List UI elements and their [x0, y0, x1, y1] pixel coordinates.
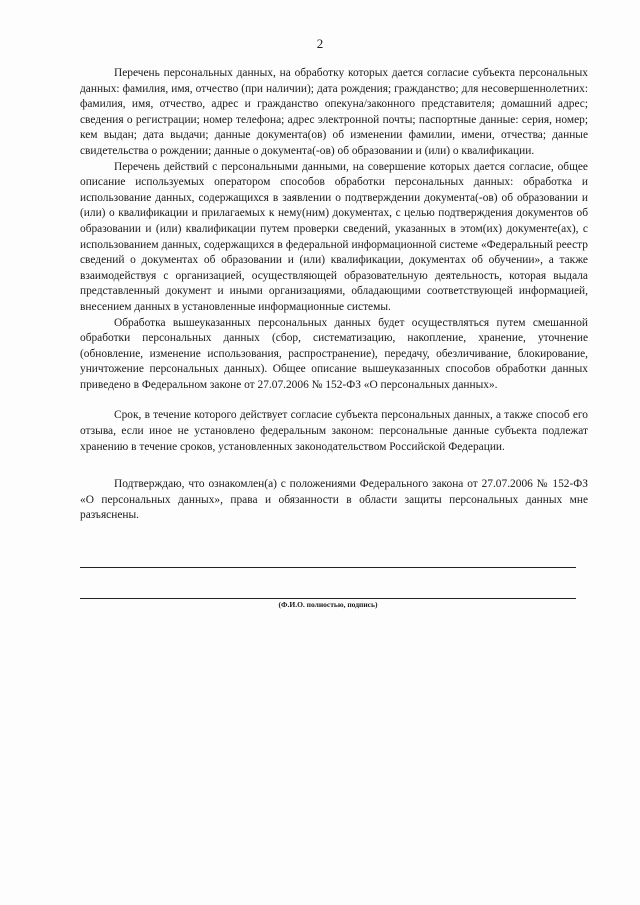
paragraph-actions-list: Перечень действий с персональными данными, на совершение которых дается согласие, общее описание используемых оператором способов обработки персональных данных: обработка и использование данных, содержащихся в заявлении о подтверждении документа(-ов) об образовании и (или) о квалификации и прилагаемых к нему(ним) документах, с целью подтверждения документов об образовании и (или) квалификации путем проверки сведений, указанных в этом(их) документе(ах), с использованием данных, содержащихся в федеральной информационной системе «Федеральный реестр сведений о документах об образовании и (или) квалификации, документах об обучении», а также взаимодействуя с организацией, осуществляющей образовательную деятельность, которая выдала представленный документ и иными организациями, обладающими соответствующей информацией, внесением данных в установленные информационные системы.	[80, 160, 588, 313]
signature-line-upper	[80, 567, 576, 568]
paragraph-confirmation: Подтверждаю, что ознакомлен(а) с положениями Федерального закона от 27.07.2006 № 152-ФЗ «О персональных данных», права и обязанности в области защиты персональных данных мне разъяснены.	[80, 478, 588, 522]
page-number: 2	[316, 36, 324, 51]
signature-caption: (Ф.И.О. полностью, подпись)	[278, 600, 378, 609]
signature-line-lower	[80, 598, 576, 599]
document-body	[80, 66, 588, 524]
paragraph-processing-method: Обработка вышеуказанных персональных данных будет осуществляться путем смешанной обработки персональных данных (сбор, систематизацию, накопление, хранение, уточнение (обновление, изменение использования, распространение), передачу, обезличивание, блокирование, уничтожение персональных данных). Общее описание вышеуказанных способов обработки данных приведено в Федеральном законе от 27.07.2006 № 152-ФЗ «О персональных данных».	[80, 316, 588, 391]
paragraph-consent-term: Срок, в течение которого действует согласие субъекта персональных данных, а также способ его отзыва, если иное не установлено федеральным законом: персональные данные субъекта подлежат хранению в течение сроков, установленных законодательством Российской Федерации.	[80, 409, 588, 453]
paragraph-personal-data-list: Перечень персональных данных, на обработку которых дается согласие субъекта персональных данных: фамилия, имя, отчество (при наличии); дата рождения; гражданство; для несовершеннолетних: фамилия, имя, отчество, адрес и гражданство опекуна/законного представителя; домашний адрес; сведения о регистрации; номер телефона; адрес электронной почты; паспортные данные: серия, номер; кем выдан; дата выдачи; данные документа(ов) об изменении фамилии, имени, отчества; данные свидетельства о рождении; данные о документа(-ов) об образовании и (или) о квалификации.	[80, 67, 588, 157]
